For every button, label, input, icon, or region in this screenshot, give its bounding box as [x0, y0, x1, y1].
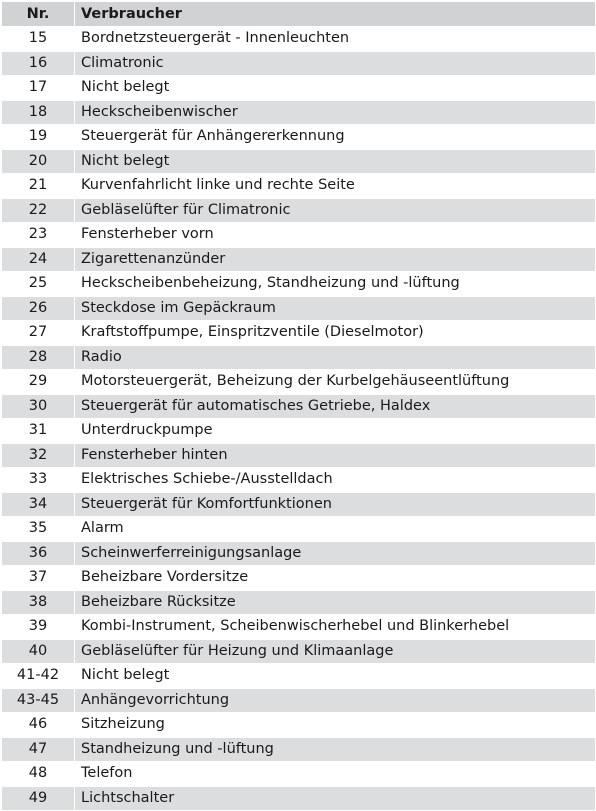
fuse-number: 46 [2, 713, 75, 738]
fuse-number: 30 [2, 394, 75, 419]
consumer-name: Telefon [75, 762, 596, 787]
table-row [2, 566, 596, 591]
consumer-name: Alarm [75, 517, 596, 542]
table-row [2, 272, 596, 297]
fuse-number: 43-45 [2, 688, 75, 713]
table-row [2, 713, 596, 738]
fuse-number: 29 [2, 370, 75, 395]
table-row [2, 737, 596, 762]
consumer-name: Steuergerät für Komfortfunktionen [75, 492, 596, 517]
table-row [2, 615, 596, 640]
fuse-number: 27 [2, 321, 75, 346]
consumer-name: Standheizung und -lüftung [75, 737, 596, 762]
consumer-name: Bordnetzsteuergerät - Innenleuchten [75, 27, 596, 52]
fuse-number: 38 [2, 590, 75, 615]
consumer-name: Steuergerät für automatisches Getriebe, Haldex [75, 394, 596, 419]
table-row [2, 296, 596, 321]
consumer-name: Kurvenfahrlicht linke und rechte Seite [75, 174, 596, 199]
consumer-name: Steckdose im Gepäckraum [75, 296, 596, 321]
fuse-number: 17 [2, 76, 75, 101]
table-row [2, 247, 596, 272]
table-row [2, 51, 596, 76]
consumer-name: Elektrisches Schiebe-/Ausstelldach [75, 468, 596, 493]
table-row [2, 174, 596, 199]
consumer-name: Beheizbare Rücksitze [75, 590, 596, 615]
fuse-number: 15 [2, 27, 75, 52]
table-row [2, 223, 596, 248]
consumer-name: Heckscheibenwischer [75, 100, 596, 125]
fuse-number: 31 [2, 419, 75, 444]
table-row [2, 590, 596, 615]
table-row [2, 125, 596, 150]
fuse-number: 28 [2, 345, 75, 370]
fuse-number: 40 [2, 639, 75, 664]
table-row [2, 419, 596, 444]
consumer-name: Kombi-Instrument, Scheibenwischerhebel und Blinkerhebel [75, 615, 596, 640]
table-header [2, 2, 596, 27]
table-row [2, 27, 596, 52]
consumer-name: Unterdruckpumpe [75, 419, 596, 444]
table-row [2, 370, 596, 395]
fuse-number: 33 [2, 468, 75, 493]
header-nr: Nr. [2, 2, 75, 27]
table-row [2, 492, 596, 517]
table-row [2, 786, 596, 811]
fuse-number: 18 [2, 100, 75, 125]
table-row [2, 762, 596, 787]
table-row [2, 688, 596, 713]
table-row [2, 345, 596, 370]
table-row [2, 394, 596, 419]
consumer-name: Nicht belegt [75, 76, 596, 101]
table-body [2, 27, 596, 811]
fuse-number: 32 [2, 443, 75, 468]
table-row [2, 517, 596, 542]
table-row [2, 76, 596, 101]
fuse-number: 34 [2, 492, 75, 517]
fuse-number: 24 [2, 247, 75, 272]
consumer-name: Scheinwerferreinigungsanlage [75, 541, 596, 566]
table-row [2, 664, 596, 689]
fuse-number: 19 [2, 125, 75, 150]
header-consumer: Verbraucher [75, 2, 596, 27]
table-row [2, 541, 596, 566]
header-row [2, 2, 596, 27]
table-row [2, 443, 596, 468]
fuse-number: 39 [2, 615, 75, 640]
fuse-number: 37 [2, 566, 75, 591]
consumer-name: Heckscheibenbeheizung, Standheizung und -lüftung [75, 272, 596, 297]
consumer-name: Radio [75, 345, 596, 370]
fuse-number: 22 [2, 198, 75, 223]
fuse-number: 49 [2, 786, 75, 811]
consumer-name: Climatronic [75, 51, 596, 76]
fuse-number: 20 [2, 149, 75, 174]
table-row [2, 149, 596, 174]
consumer-name: Fensterheber vorn [75, 223, 596, 248]
table-row [2, 198, 596, 223]
consumer-name: Gebläselüfter für Climatronic [75, 198, 596, 223]
consumer-name: Kraftstoffpumpe, Einspritzventile (Dieselmotor) [75, 321, 596, 346]
table-row [2, 639, 596, 664]
consumer-name: Nicht belegt [75, 664, 596, 689]
consumer-name: Anhängevorrichtung [75, 688, 596, 713]
consumer-name: Lichtschalter [75, 786, 596, 811]
fuse-number: 35 [2, 517, 75, 542]
consumer-name: Gebläselüfter für Heizung und Klimaanlage [75, 639, 596, 664]
fuse-number: 41-42 [2, 664, 75, 689]
fuse-assignment-table [1, 1, 596, 811]
fuse-number: 47 [2, 737, 75, 762]
table-row [2, 321, 596, 346]
consumer-name: Steuergerät für Anhängererkennung [75, 125, 596, 150]
consumer-name: Nicht belegt [75, 149, 596, 174]
fuse-number: 16 [2, 51, 75, 76]
fuse-number: 23 [2, 223, 75, 248]
table-row [2, 100, 596, 125]
consumer-name: Zigarettenanzünder [75, 247, 596, 272]
consumer-name: Beheizbare Vordersitze [75, 566, 596, 591]
fuse-number: 48 [2, 762, 75, 787]
fuse-number: 21 [2, 174, 75, 199]
fuse-number: 25 [2, 272, 75, 297]
fuse-number: 26 [2, 296, 75, 321]
consumer-name: Fensterheber hinten [75, 443, 596, 468]
fuse-number: 36 [2, 541, 75, 566]
consumer-name: Motorsteuergerät, Beheizung der Kurbelgehäuseentlüftung [75, 370, 596, 395]
table-row [2, 468, 596, 493]
consumer-name: Sitzheizung [75, 713, 596, 738]
